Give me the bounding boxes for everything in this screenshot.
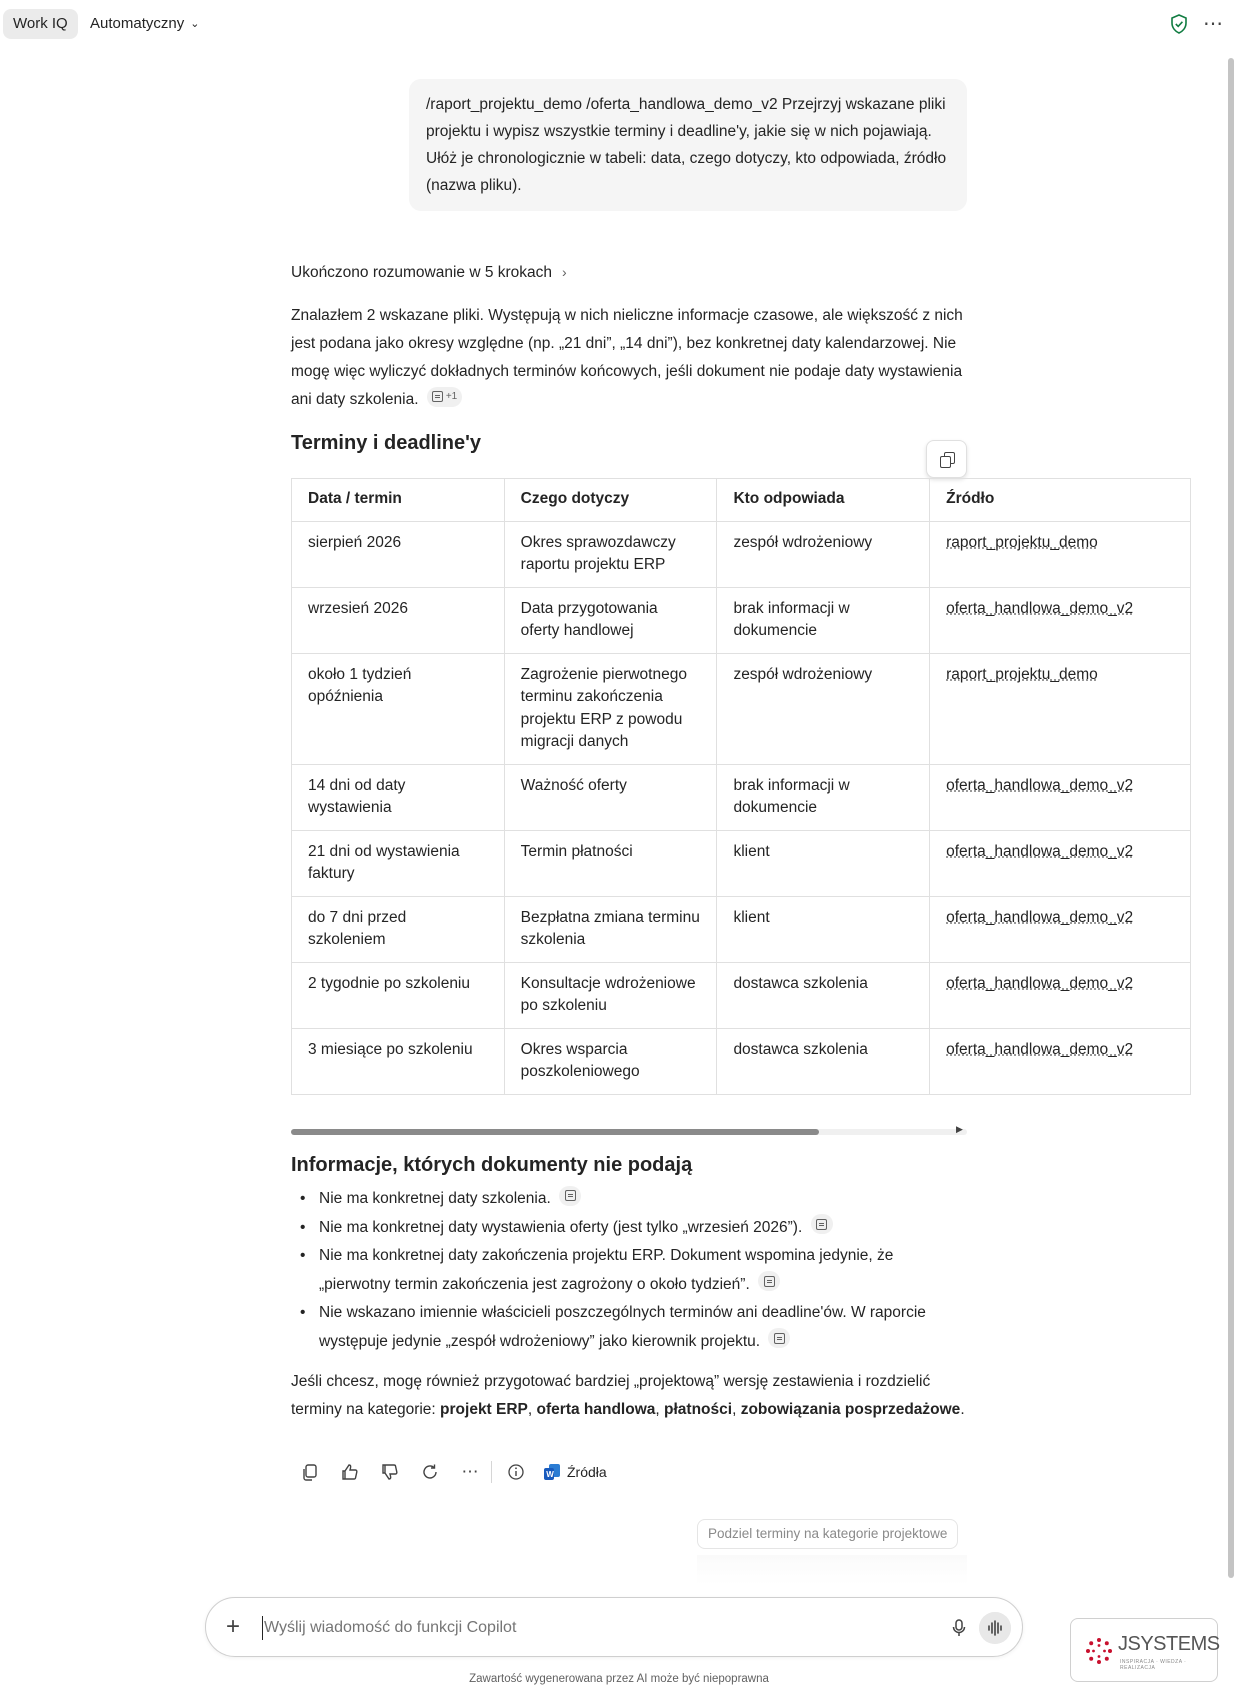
cell-source: [930, 521, 1191, 587]
cell-date: 21 dni od wystawienia faktury: [292, 830, 505, 896]
more-horizontal-icon[interactable]: ⋯: [1203, 13, 1224, 35]
header-source: Źródło: [930, 479, 1191, 522]
list-item: [291, 1299, 967, 1356]
table-row: [292, 962, 1191, 1028]
shield-check-icon[interactable]: [1170, 14, 1188, 34]
suggestion-fade: [697, 1555, 967, 1585]
cell-who: brak informacji w dokumencie: [717, 587, 930, 653]
table-row: [292, 521, 1191, 587]
brand-name: JSYSTEMS: [1118, 1633, 1220, 1655]
response-intro: [291, 302, 967, 414]
terms-table-container[interactable]: [291, 478, 1134, 1103]
list-item-text: Nie wskazano imiennie właścicieli poszczególnych terminów ani deadline'ów. W raporcie występuje jedynie „zespół wdrożeniowy” jako kierownik projektu.: [319, 1304, 926, 1350]
more-icon[interactable]: ⋯: [461, 1462, 479, 1481]
category-aftersales: zobowiązania posprzedażowe: [740, 1401, 961, 1418]
cell-date: 2 tygodnie po szkoleniu: [292, 962, 505, 1028]
microphone-icon[interactable]: [947, 1616, 971, 1640]
message-input[interactable]: [264, 1616, 904, 1640]
list-item-text: Nie ma konkretnej daty wystawienia oferty (jest tylko „wrzesień 2026”).: [319, 1218, 803, 1236]
cell-date: około 1 tydzień opóźnienia: [292, 653, 505, 764]
sources-label: Źródła: [567, 1464, 607, 1480]
cell-who: zespół wdrożeniowy: [717, 521, 930, 587]
document-icon: [816, 1219, 827, 1230]
top-bar: [0, 0, 1238, 48]
list-item: [291, 1214, 967, 1243]
cell-source: [930, 896, 1191, 962]
cell-source: [930, 830, 1191, 896]
app-name-button[interactable]: Work IQ: [3, 9, 78, 39]
user-message-bubble: /raport_projektu_demo /oferta_handlowa_demo_v2 Przejrzyj wskazane pliki projektu i wypisz wszystkie terminy i deadline'y, jakie się w nich pojawiają. Ułóż je chronologicznie w tabeli: data, czego dotyczy, kto odpowiada, źródło (nazwa pliku).: [409, 79, 967, 211]
divider: [491, 1461, 492, 1483]
source-link[interactable]: oferta_handlowa_demo_v2: [946, 974, 1134, 992]
citation-badge[interactable]: [811, 1214, 833, 1234]
cell-what: Okres wsparcia poszkoleniowego: [504, 1028, 717, 1094]
table-row: [292, 1028, 1191, 1094]
thumbs-down-icon[interactable]: [376, 1458, 404, 1486]
source-link[interactable]: oferta_handlowa_demo_v2: [946, 599, 1134, 617]
table-scroll-thumb[interactable]: [291, 1129, 819, 1135]
cell-date: wrzesień 2026: [292, 587, 505, 653]
cell-source: [930, 653, 1191, 764]
cell-who: dostawca szkolenia: [717, 1028, 930, 1094]
citation-badge[interactable]: [427, 387, 462, 407]
brand-tagline: INSPIRACJA · WIEDZA · REALIZACJA: [1120, 1659, 1187, 1671]
source-link[interactable]: oferta_handlowa_demo_v2: [946, 908, 1134, 926]
cell-source: [930, 587, 1191, 653]
cell-what: Okres sprawozdawczy raportu projektu ERP: [504, 521, 717, 587]
cell-source: [930, 962, 1191, 1028]
cell-source: [930, 764, 1191, 830]
cell-date: 14 dni od daty wystawienia: [292, 764, 505, 830]
copy-table-button[interactable]: [926, 440, 967, 478]
document-icon: [432, 391, 443, 402]
list-item-text: Nie ma konkretnej daty zakończenia projektu ERP. Dokument wspomina jedynie, że „pierwotny termin zakończenia jest zagrożony o około tydzień”.: [319, 1247, 894, 1293]
cell-what: Konsultacje wdrożeniowe po szkoleniu: [504, 962, 717, 1028]
citation-badge[interactable]: [758, 1271, 780, 1291]
copy-icon[interactable]: [296, 1458, 324, 1486]
cell-date: do 7 dni przed szkoleniem: [292, 896, 505, 962]
add-attachment-icon[interactable]: +: [226, 1613, 241, 1640]
cell-what: Termin płatności: [504, 830, 717, 896]
category-erp: projekt ERP: [440, 1401, 528, 1418]
source-link[interactable]: oferta_handlowa_demo_v2: [946, 842, 1134, 860]
cell-what: Zagrożenie pierwotnego terminu zakończenia projektu ERP z powodu migracji danych: [504, 653, 717, 764]
table-row: [292, 764, 1191, 830]
cell-who: klient: [717, 830, 930, 896]
table-header-row: [292, 479, 1191, 522]
sources-icon: [543, 1463, 561, 1481]
cell-who: brak informacji w dokumencie: [717, 764, 930, 830]
info-icon[interactable]: [502, 1458, 530, 1486]
header-what: Czego dotyczy: [504, 479, 717, 522]
regenerate-icon[interactable]: [416, 1458, 444, 1486]
voice-mode-icon[interactable]: [979, 1612, 1011, 1644]
table-row: [292, 896, 1191, 962]
document-icon: [774, 1333, 785, 1344]
cell-what: Bezpłatna zmiana terminu szkolenia: [504, 896, 717, 962]
thumbs-up-icon[interactable]: [336, 1458, 364, 1486]
mode-label: Automatyczny: [90, 15, 185, 32]
intro-text: Znalazłem 2 wskazane pliki. Występują w nich nieliczne informacje czasowe, ale większość z nich jest podana jako okresy względne (np. „21 dni”, „14 dni”), bez konkretnej daty kalendarzowej. Nie mogę więc wyliczyć dokładnych terminów końcowych, jeśli dokument nie podaje daty wystawienia ani daty szkolenia.: [291, 307, 963, 408]
source-link[interactable]: raport_projektu_demo: [946, 665, 1098, 683]
ai-disclaimer: Zawartość wygenerowana przez AI może być niepoprawna: [469, 1673, 769, 1685]
cell-who: klient: [717, 896, 930, 962]
message-composer: [205, 1597, 1023, 1657]
table-heading: Terminy i deadline'y: [291, 432, 481, 454]
list-item: [291, 1242, 967, 1299]
closing-prefix: Jeśli chcesz, mogę również przygotować bardziej „projektową” wersję zestawienia i rozdzielić terminy na kategorie:: [291, 1373, 931, 1418]
suggestion-chip[interactable]: Podziel terminy na kategorie projektowe: [697, 1519, 958, 1549]
response-actions: [296, 1458, 636, 1486]
table-row: [292, 830, 1191, 896]
source-link[interactable]: oferta_handlowa_demo_v2: [946, 1040, 1134, 1058]
response-closing: Jeśli chcesz, mogę również przygotować bardziej „projektową” wersję zestawienia i rozdzielić terminy na kategorie: projekt ERP, oferta handlowa, płatności, zobowiązania posprzedażowe.: [291, 1373, 965, 1418]
scroll-right-icon[interactable]: ▶: [956, 1124, 963, 1134]
document-icon: [764, 1276, 775, 1287]
document-icon: [565, 1190, 576, 1201]
list-item: [291, 1185, 967, 1214]
cell-what: Data przygotowania oferty handlowej: [504, 587, 717, 653]
citation-badge[interactable]: [768, 1328, 790, 1348]
missing-info-list: [291, 1185, 967, 1356]
source-link[interactable]: raport_projektu_demo: [946, 533, 1098, 551]
cell-date: sierpień 2026: [292, 521, 505, 587]
terms-table: [291, 478, 1191, 1095]
table-row: [292, 653, 1191, 764]
category-payments: płatności: [664, 1401, 733, 1418]
text-caret: [262, 1616, 263, 1640]
reasoning-label: Ukończono rozumowanie w 5 krokach: [291, 264, 553, 281]
cell-date: 3 miesiące po szkoleniu: [292, 1028, 505, 1094]
category-offer: oferta handlowa: [536, 1401, 656, 1418]
source-link[interactable]: oferta_handlowa_demo_v2: [946, 776, 1134, 794]
vertical-scrollbar[interactable]: [1228, 58, 1234, 1578]
citation-badge[interactable]: [559, 1186, 581, 1206]
cell-who: zespół wdrożeniowy: [717, 653, 930, 764]
citation-extra-count: +1: [445, 390, 458, 402]
table-row: [292, 587, 1191, 653]
sources-button[interactable]: [543, 1458, 607, 1486]
cell-what: Ważność oferty: [504, 764, 717, 830]
mode-selector[interactable]: [90, 9, 199, 39]
cell-source: [930, 1028, 1191, 1094]
chevron-down-icon: ⌄: [190, 18, 200, 30]
reasoning-summary[interactable]: [291, 260, 967, 284]
header-date: Data / termin: [292, 479, 505, 522]
jsystems-emblem-icon: [1085, 1637, 1113, 1665]
list-item-text: Nie ma konkretnej daty szkolenia.: [319, 1190, 551, 1207]
chevron-right-icon: ›: [562, 264, 567, 280]
cell-who: dostawca szkolenia: [717, 962, 930, 1028]
header-who: Kto odpowiada: [717, 479, 930, 522]
svg-text:W: W: [546, 1470, 554, 1479]
missing-info-heading: Informacje, których dokumenty nie podają: [291, 1154, 693, 1176]
